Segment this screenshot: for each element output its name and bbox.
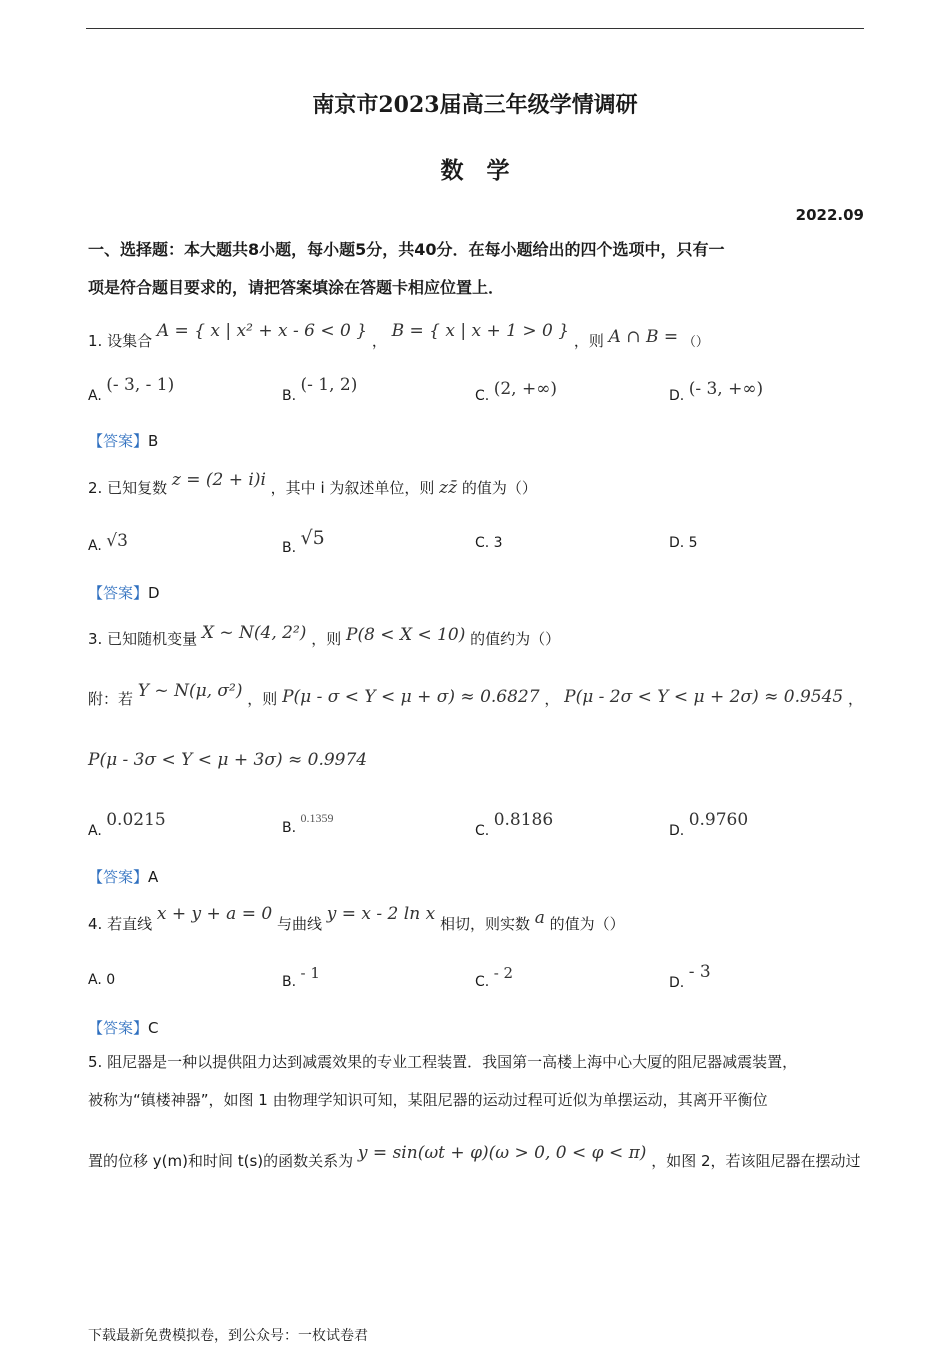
q2-expr2: zz̄ <box>439 478 458 498</box>
q5-line-3 <box>88 1143 861 1172</box>
answer-value: A <box>148 868 159 886</box>
q3-middle: ，则 <box>311 630 342 648</box>
q4-option-d[interactable]: D. - 3 <box>669 962 711 991</box>
q3-option-c[interactable]: C. 0.8186 <box>475 810 554 839</box>
q1-paren: （） <box>682 335 709 350</box>
q4-option-b[interactable]: B. - 1 <box>282 964 320 990</box>
q1-expr: A ∩ B = <box>608 327 679 347</box>
answer-value: C <box>148 1019 159 1037</box>
q2-option-c[interactable]: C. 3 <box>475 535 503 551</box>
q3-prefix: 3. 已知随机变量 <box>88 630 198 648</box>
q1-prefix: 1. 设集合 <box>88 332 153 350</box>
answer-label: 【答案】 <box>88 432 149 450</box>
q3-option-a[interactable]: A. 0.0215 <box>88 810 166 839</box>
q3-note-expr: Y ~ N(μ, σ²) <box>137 681 243 701</box>
q3-expr: X ~ N(4, 2²) <box>201 623 307 643</box>
q3-note <box>88 681 864 709</box>
page-title: 南京市2023届高三年级学情调研 <box>312 92 638 118</box>
q4-prefix: 4. 若直线 <box>88 915 153 933</box>
q5-line-1: 5. 阻尼器是一种以提供阻力达到减震效果的专业工程装置．我国第一高楼上海中心大厦的阻尼器减震装置， <box>88 1053 798 1071</box>
q2-option-b[interactable]: B. √5 <box>282 527 325 556</box>
question-3 <box>88 623 561 649</box>
top-rule <box>86 28 864 29</box>
question-1 <box>88 321 709 351</box>
q3-answer <box>88 866 158 887</box>
q4-option-a[interactable]: A. 0 <box>88 972 116 988</box>
q1-set-b: B = { x | x + 1 > 0 } <box>391 321 570 341</box>
q2-expr: z = (2 + i)i <box>171 470 266 490</box>
q3-option-b[interactable]: B. 0.1359 <box>282 811 334 836</box>
q3-prob-3: P(μ - 3σ < Y < μ + 3σ) ≈ 0.9974 <box>88 750 368 770</box>
answer-label: 【答案】 <box>88 1019 149 1037</box>
q4-suffix: 的值为（） <box>549 915 625 933</box>
q2-option-a[interactable]: A. √3 <box>88 531 128 554</box>
q5-line3-prefix: 置的位移 y(m)和时间 t(s)的函数关系为 <box>88 1152 354 1170</box>
q4-var: a <box>534 908 545 928</box>
subject-heading: 数 学 <box>440 157 510 184</box>
q3-expr2: P(8 < X < 10) <box>346 625 466 645</box>
q4-expr: x + y + a = 0 <box>156 904 273 924</box>
section-heading-line2: 项是符合题目要求的，请把答案填涂在答题卡相应位置上． <box>88 278 505 297</box>
q3-sep: ， <box>544 690 560 708</box>
q2-answer <box>88 582 160 603</box>
answer-value: D <box>148 584 160 602</box>
q1-option-d[interactable]: D. (- 3, +∞) <box>669 379 764 404</box>
question-2 <box>88 470 537 498</box>
q4-option-c[interactable]: C. - 2 <box>475 964 514 990</box>
q4-answer <box>88 1017 159 1038</box>
exam-date: 2022.09 <box>795 206 864 224</box>
q1-answer <box>88 430 158 451</box>
answer-value: B <box>148 432 159 450</box>
q3-suffix: 的值约为（） <box>470 630 561 648</box>
q3-note-prefix: 附：若 <box>88 690 134 708</box>
q3-note-mid: ，则 <box>247 690 278 708</box>
footer-note: 下载最新免费模拟卷，到公众号：一枚试卷君 <box>88 1328 368 1344</box>
q3-prob-1: P(μ - σ < Y < μ + σ) ≈ 0.6827 <box>282 687 540 707</box>
q2-option-d[interactable]: D. 5 <box>669 535 698 551</box>
q1-suffix: ，则 <box>573 332 604 350</box>
q3-sep2: ， <box>848 690 864 708</box>
q1-comma: ， <box>371 332 387 350</box>
q1-option-a[interactable]: A. (- 3, - 1) <box>88 375 175 404</box>
q4-expr2: y = x - 2 ln x <box>326 904 436 924</box>
answer-label: 【答案】 <box>88 584 149 602</box>
q1-option-b[interactable]: B. (- 1, 2) <box>282 375 358 404</box>
q2-suffix: 的值为（） <box>461 479 537 497</box>
q5-line3-expr: y = sin(ωt + φ)(ω > 0, 0 < φ < π) <box>357 1143 647 1163</box>
q3-option-d[interactable]: D. 0.9760 <box>669 810 749 839</box>
q3-prob-3-line <box>88 750 367 770</box>
q5-line-2: 被称为“镇楼神器”，如图 1 由物理学知识可知，某阻尼器的运动过程可近似为单摆运动，其离开平衡位 <box>88 1091 768 1109</box>
q5-line3-suffix: ，如图 2，若该阻尼器在摆动过 <box>651 1152 861 1170</box>
section-heading-line1: 一、选择题：本大题共8小题，每小题5分，共40分．在每小题给出的四个选项中，只有一 <box>88 240 725 259</box>
question-4 <box>88 904 625 934</box>
q2-prefix: 2. 已知复数 <box>88 479 168 497</box>
q3-prob-2: P(μ - 2σ < Y < μ + 2σ) ≈ 0.9545 <box>564 687 844 707</box>
q4-middle: 与曲线 <box>276 915 322 933</box>
q2-middle: ，其中 i 为叙述单位，则 <box>270 479 435 497</box>
q4-middle2: 相切，则实数 <box>439 915 530 933</box>
answer-label: 【答案】 <box>88 868 149 886</box>
q1-set-a: A = { x | x² + x - 6 < 0 } <box>156 321 368 341</box>
q1-option-c[interactable]: C. (2, +∞) <box>475 379 557 404</box>
